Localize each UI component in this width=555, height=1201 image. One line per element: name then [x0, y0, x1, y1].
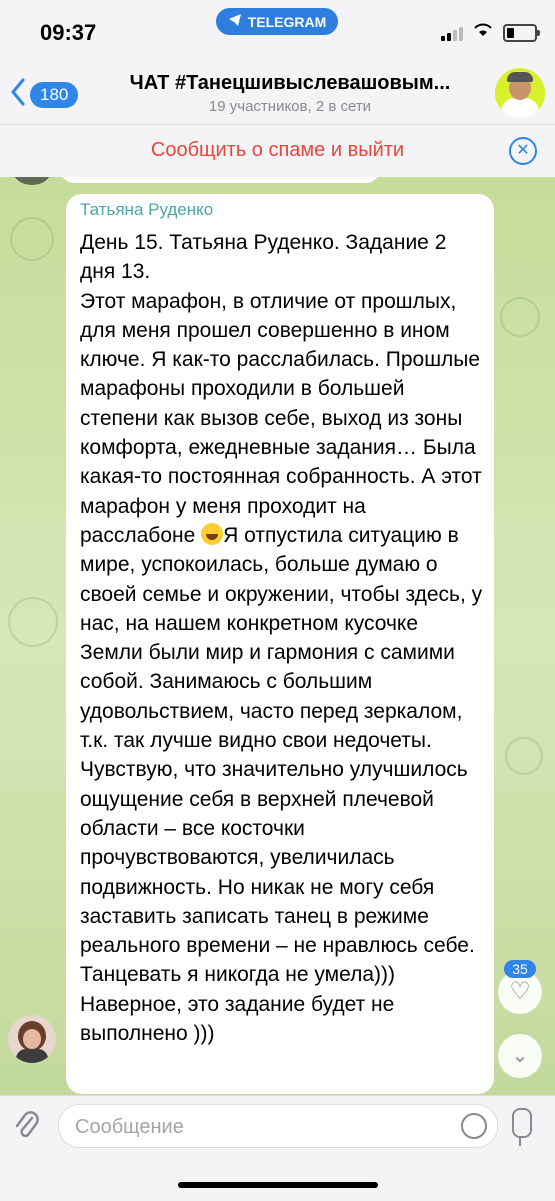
reaction-count-badge: 35	[504, 960, 536, 978]
chat-avatar[interactable]	[495, 68, 545, 118]
message-text-part: Я отпустила ситуацию в мире, успокоилась, больше думаю о своей семье и окружении, чтобы здесь, у нас, на нашем конкретном кусочке Земли были мир и гармония с самими собой. Занимаюсь с большим удовольствием, часто перед зеркалом, т.к. так лучше видно свои недочеты. Чувствую, что значительно улучшилось ощущение себя в верхней плечевой области – все косточки прочувствоваются, увеличилась подвижность. Но никак не могу себя заставить записать танец в режиме реального времени – не нравлюсь себе. Танцевать я никогда не умела))) Наверное, это задание будет не выполнено )))	[80, 523, 488, 1046]
message-bubble[interactable]	[66, 194, 494, 1094]
clock: 09:37	[40, 20, 97, 45]
status-icons	[441, 22, 537, 43]
chevron-down-icon[interactable]: ⌄	[498, 1034, 542, 1078]
unread-badge: 180	[30, 82, 78, 108]
background-doodle	[505, 737, 543, 775]
spam-bar	[0, 125, 555, 178]
grinning-emoji-icon	[201, 523, 223, 545]
status-bar	[0, 0, 555, 62]
chat-header	[0, 62, 555, 125]
telegram-pill-label: TELEGRAM	[247, 13, 327, 30]
chat-area[interactable]	[0, 177, 555, 1095]
previous-message-bubble[interactable]	[60, 177, 380, 183]
message-input-placeholder: Сообщение	[75, 1116, 184, 1138]
attachment-icon[interactable]	[14, 1110, 40, 1147]
message-text-part: День 15. Татьяна Руденко. Задание 2 дня 13. Этот марафон, в отличие от прошлых, для меня прошел совершенно в ином ключе. Я как-то расслабилась. Прошлые марафоны проходили в большей степени как вызов себе, выход из зоны комфорта, ежедневные задания… Была какая-то постоянная собранность. А этот марафон у меня проходит на расслабоне	[80, 231, 482, 547]
sticker-icon[interactable]	[461, 1113, 487, 1139]
chat-title[interactable]: ЧАТ #Танецшивыслевашовым...	[129, 72, 451, 94]
close-icon[interactable]: ✕	[509, 137, 537, 165]
signal-icon	[441, 25, 463, 41]
background-doodle	[10, 217, 54, 261]
background-doodle	[500, 297, 540, 337]
report-spam-button[interactable]: Сообщить о спаме и выйти	[150, 139, 405, 161]
chevron-left-icon	[10, 78, 26, 111]
wifi-icon	[473, 22, 493, 43]
background-doodle	[8, 597, 58, 647]
avatar[interactable]	[8, 1015, 56, 1063]
telegram-icon	[228, 13, 242, 30]
message-sender[interactable]: Татьяна Руденко	[80, 200, 214, 219]
microphone-icon[interactable]	[512, 1108, 532, 1138]
chat-subtitle: 19 участников, 2 в сети	[208, 98, 372, 115]
back-button[interactable]	[10, 78, 78, 111]
telegram-pill[interactable]	[216, 8, 338, 35]
home-indicator[interactable]	[178, 1182, 378, 1188]
heart-icon[interactable]: ♡	[498, 970, 542, 1014]
message-input[interactable]	[58, 1104, 498, 1148]
composer	[0, 1095, 555, 1201]
message-text	[80, 228, 488, 1048]
battery-icon	[503, 24, 537, 42]
avatar[interactable]	[12, 177, 52, 185]
